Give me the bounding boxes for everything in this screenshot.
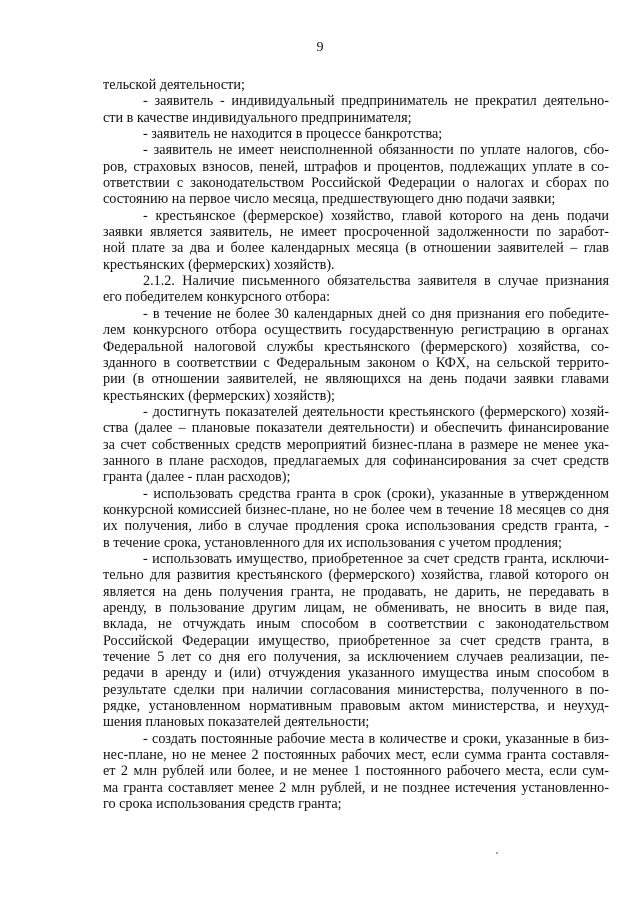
- text-line: течение 5 лет со дня его получения, за исключением случаев реализации, пе-: [103, 649, 609, 666]
- text-line: ной плате за два и более календарных месяца (в отношении заявителей – глав: [103, 240, 609, 257]
- text-line: конкурсной комиссией бизнес-плане, но не более чем в течение 18 месяцев со дня: [103, 501, 609, 518]
- text-line: рядке, установленном нормативным правовым актом министерства, и неухуд-: [103, 698, 609, 715]
- text-line: - достигнуть показателей деятельности крестьянского (фермерского) хозяй-: [143, 403, 609, 420]
- text-line: крестьянских (фермерских) хозяйств).: [103, 256, 335, 273]
- text-line: редачи в аренду и (или) отчуждения указанного имущества иным способом в: [103, 665, 609, 682]
- text-line: - крестьянское (фермерское) хозяйство, главой которого на день подачи: [143, 207, 609, 224]
- text-line: шения плановых показателей деятельности;: [103, 714, 370, 731]
- text-line: ет 2 млн рублей или более, и не менее 1 постоянного рабочего места, если сум-: [103, 763, 609, 780]
- text-line: нес-плане, но не менее 2 постоянных рабочих мест, если сумма гранта составля-: [103, 747, 609, 764]
- text-line: сти в качестве индивидуального предпринимателя;: [103, 109, 412, 126]
- text-line: занного в плане расходов, предлагаемых для софинансирования за счет средств: [103, 452, 609, 469]
- text-line: их получения, либо в случае продления срока использования средств гранта, -: [103, 518, 609, 535]
- text-line: Российской Федерации имущество, приобретенное за счет средств гранта, в: [103, 632, 609, 649]
- text-line: за счет собственных средств мероприятий бизнес-плана в размере не менее ука-: [103, 436, 609, 453]
- text-line: - использовать имущество, приобретенное за счет средств гранта, исключи-: [143, 550, 609, 567]
- text-line: - заявитель не имеет неисполненной обязанности по уплате налогов, сбо-: [143, 142, 609, 159]
- text-line: заявки является заявитель, не имеет просроченной задолженности по заработ-: [103, 224, 609, 241]
- text-line: зданного в соответствии с Федеральным законом о КФХ, на сельской террито-: [103, 354, 609, 371]
- text-line: крестьянских (фермерских) хозяйств);: [103, 387, 335, 404]
- text-line: Федеральной налоговой службы крестьянского (фермерского) хозяйства, со-: [103, 338, 609, 355]
- text-line: ров, страховых взносов, пеней, штрафов и процентов, подлежащих уплате в со-: [103, 158, 609, 175]
- text-line: го срока использования средств гранта;: [103, 796, 342, 813]
- text-line: гранта (далее - план расходов);: [103, 469, 291, 486]
- text-line: ства (далее – плановые показатели деятельности) и обеспечить финансирование: [103, 420, 609, 437]
- text-line: ма гранта составляет менее 2 млн рублей, и не позднее истечения установленно-: [103, 779, 609, 796]
- text-line: результате сделки при наличии согласования министерства, полученного в по-: [103, 681, 609, 698]
- text-line: вклада, не отчуждать иным способом в соответствии с законодательством: [103, 616, 609, 633]
- text-line: рии (в отношении заявителей, не являющихся на день подачи заявки главами: [103, 371, 609, 388]
- scan-speck: [496, 852, 498, 854]
- text-line: - заявитель - индивидуальный предприниматель не прекратил деятельно-: [143, 93, 609, 110]
- text-line: является на день получения гранта, не продавать, не дарить, не передавать в: [103, 583, 609, 600]
- text-line: - создать постоянные рабочие места в количестве и сроки, указанные в биз-: [143, 730, 609, 747]
- document-body: [103, 77, 609, 812]
- text-line: 2.1.2. Наличие письменного обязательства заявителя в случае признания: [143, 273, 609, 290]
- text-line: ответствии с законодательством Российской Федерации о налогах и сборах по: [103, 175, 609, 192]
- text-line: тельской деятельности;: [103, 77, 245, 93]
- text-line: его победителем конкурсного отбора:: [103, 289, 331, 306]
- text-line: - заявитель не находится в процессе банкротства;: [143, 126, 443, 143]
- text-line: аренду, в пользование другим лицам, не обменивать, не вносить в виде пая,: [103, 600, 609, 616]
- text-line: - использовать средства гранта в срок (сроки), указанные в утвержденном: [143, 485, 609, 502]
- text-line: в течение срока, установленного для их использования с учетом продления;: [103, 534, 562, 551]
- page-number: 9: [316, 40, 324, 55]
- text-line: тельно для развития крестьянского (фермерского) хозяйства, главой которого он: [103, 567, 609, 584]
- text-line: состоянию на первое число месяца, предшествующего дню подачи заявки;: [103, 191, 556, 208]
- text-line: - в течение не более 30 календарных дней со дня признания его победите-: [143, 305, 609, 322]
- text-line: лем конкурсного отбора осуществить государственную регистрацию в органах: [103, 322, 609, 339]
